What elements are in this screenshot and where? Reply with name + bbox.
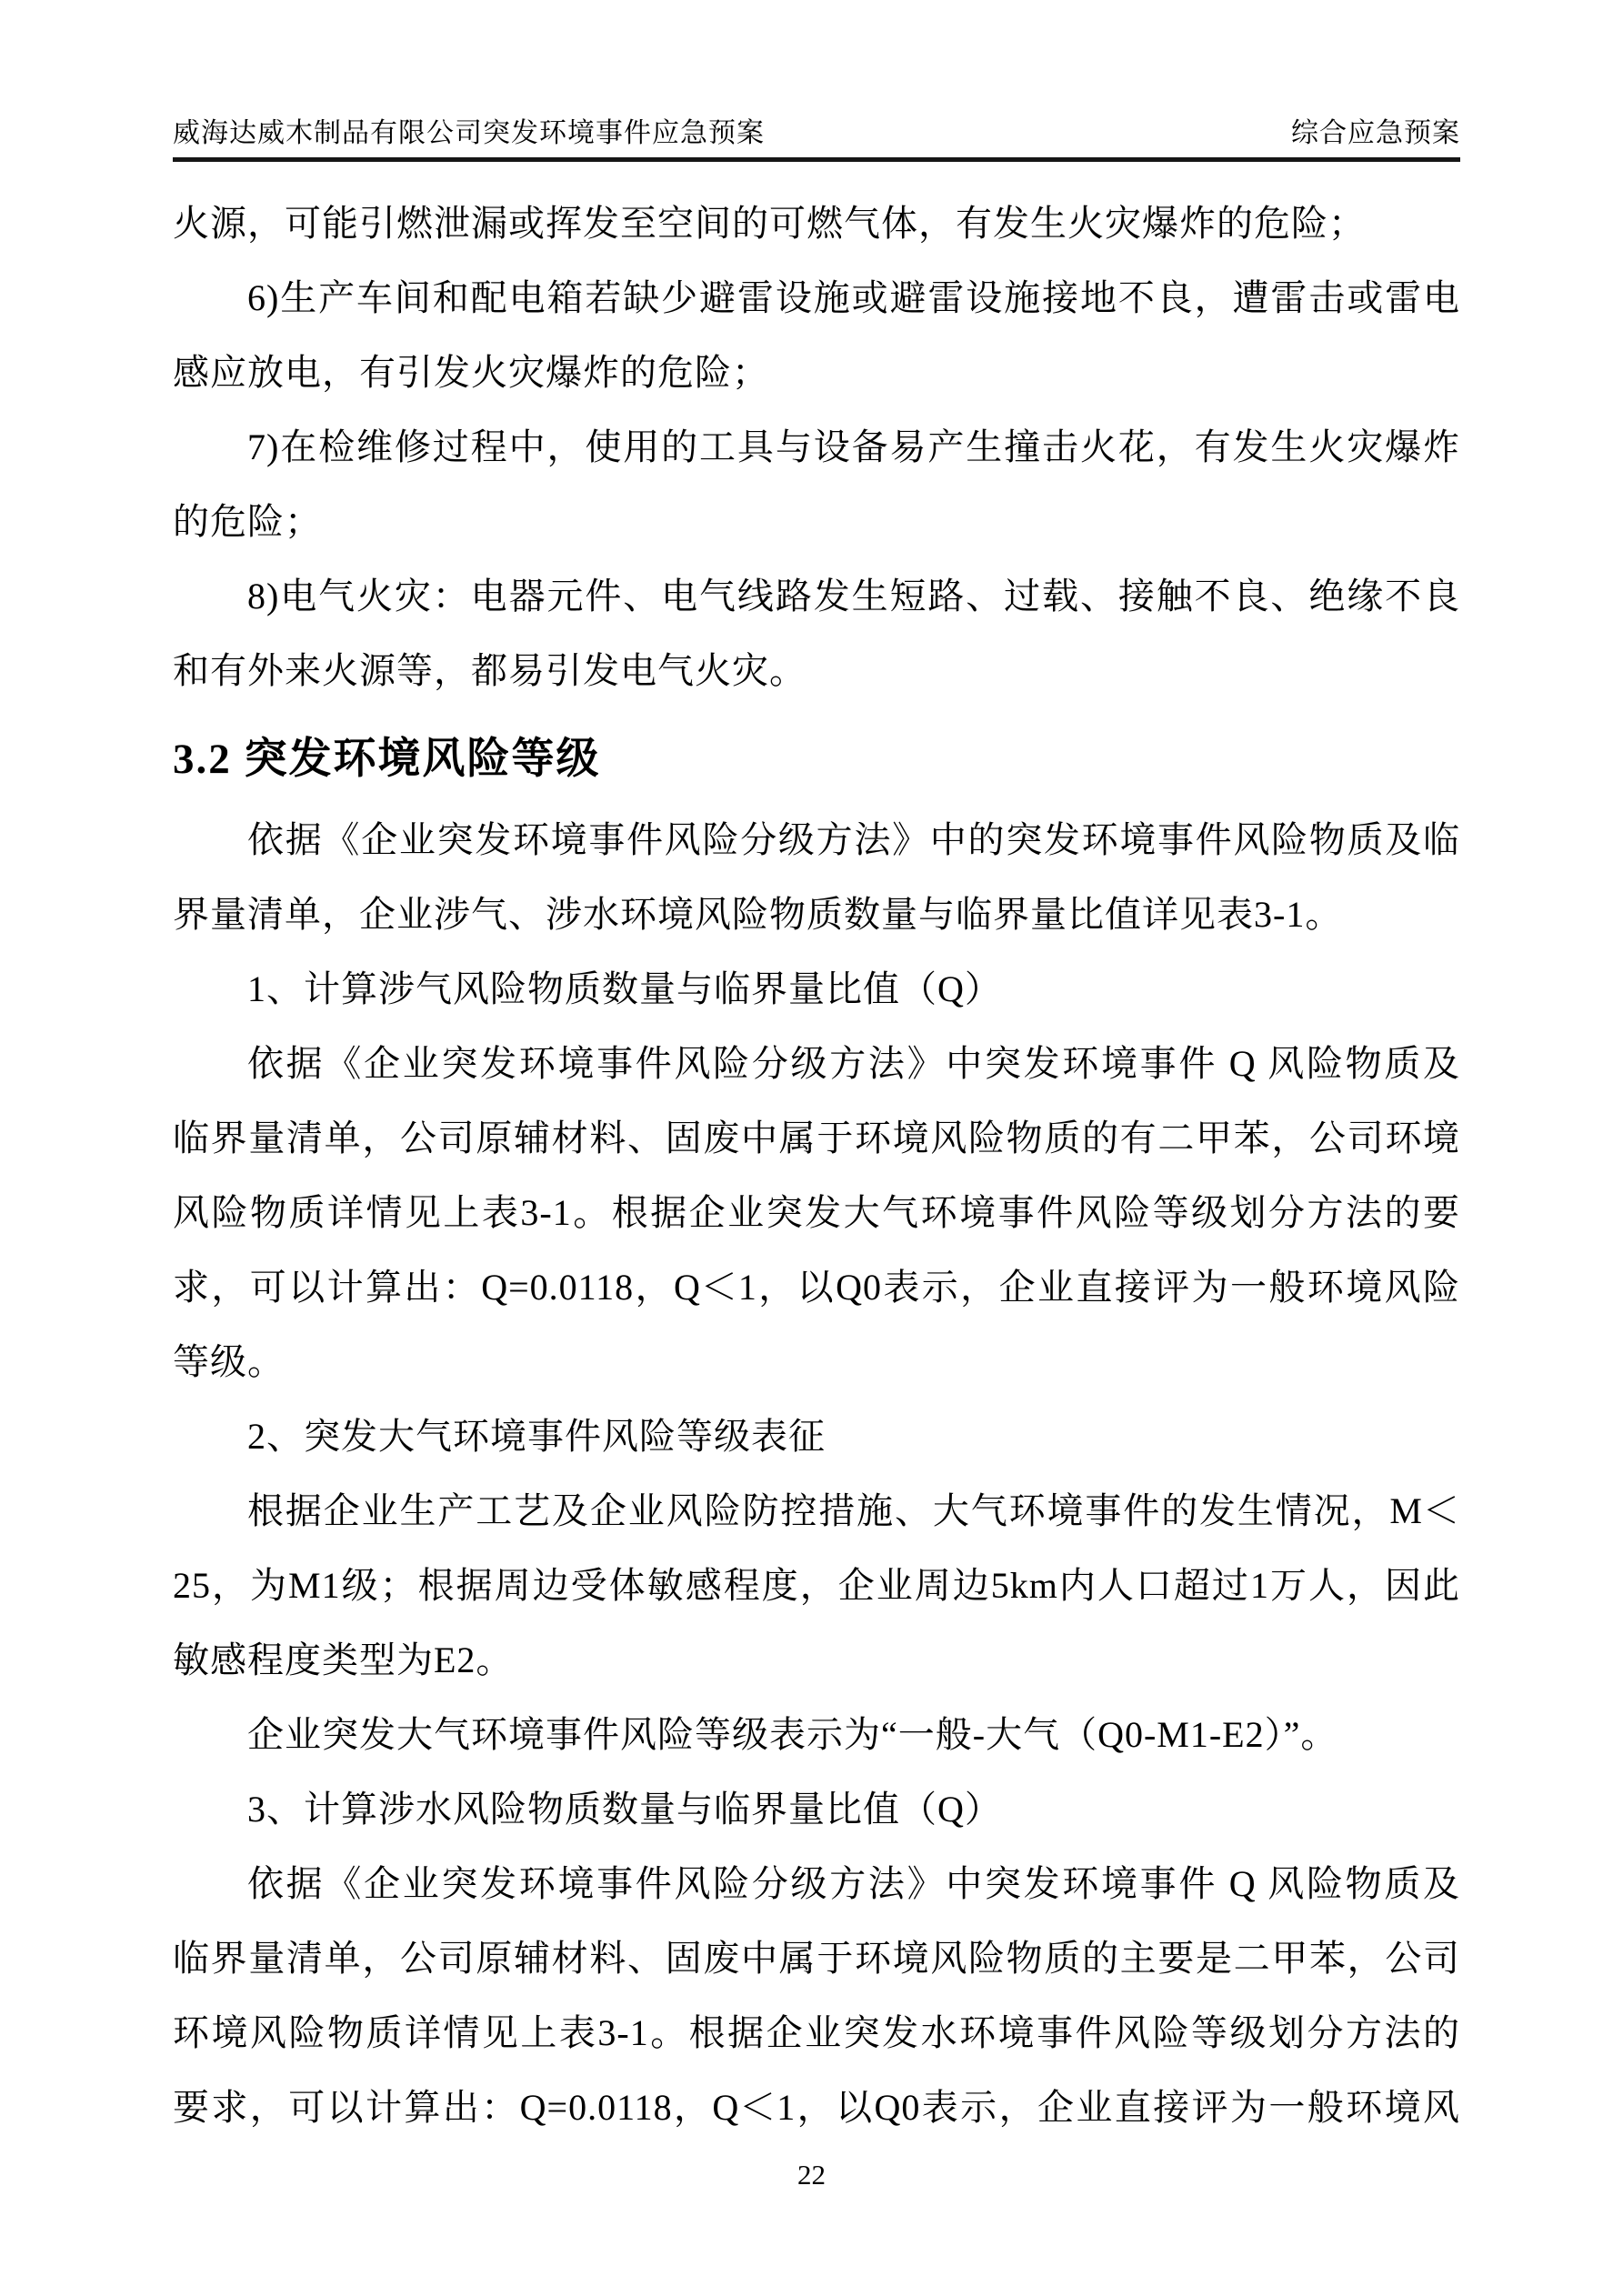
text-line: 1、计算涉气风险物质数量与临界量比值（Q） — [247, 968, 1002, 1009]
text-line: 根据企业生产工艺及企业风险防控措施、大气环境事件的发生情况，M＜ — [247, 1490, 1460, 1531]
text-line: 依据《企业突发环境事件风险分级方法》中突发环境事件 Q 风险物质及 — [247, 1863, 1460, 1904]
text-line: 求，可以计算出：Q=0.0118，Q＜1，以Q0表示，企业直接评为一般环境风险 — [173, 1267, 1460, 1308]
text-line: 6)生产车间和配电箱若缺少避雷设施或避雷设施接地不良，遭雷击或雷电 — [247, 277, 1460, 318]
text-line: 火源，可能引燃泄漏或挥发至空间的可燃气体，有发生火灾爆炸的危险； — [173, 203, 1366, 244]
text-line: 要求，可以计算出：Q=0.0118，Q＜1，以Q0表示，企业直接评为一般环境风 — [173, 2087, 1460, 2128]
page-header — [173, 118, 1460, 162]
section-heading: 3.2 突发环境风险等级 — [173, 736, 601, 783]
text-line: 企业突发大气环境事件风险等级表示为“一般-大气（Q0-M1-E2）”。 — [247, 1714, 1338, 1755]
text-line: 依据《企业突发环境事件风险分级方法》中的突发环境事件风险物质及临 — [247, 819, 1460, 860]
text-line: 敏感程度类型为E2。 — [173, 1639, 514, 1680]
page-number: 22 — [797, 2159, 826, 2191]
page-footer — [0, 2157, 1623, 2193]
text-line: 感应放电，有引发火灾爆炸的危险； — [173, 352, 769, 393]
text-line: 界量清单，企业涉气、涉水环境风险物质数量与临界量比值详见表3-1。 — [173, 894, 1343, 935]
text-line: 临界量清单，公司原辅材料、固废中属于环境风险物质的主要是二甲苯，公司 — [173, 1938, 1460, 1979]
text-line: 风险物质详情见上表3-1。根据企业突发大气环境事件风险等级划分方法的要 — [173, 1192, 1460, 1233]
text-line: 3、计算涉水风险物质数量与临界量比值（Q） — [247, 1789, 1002, 1830]
text-line: 7)在检维修过程中，使用的工具与设备易产生撞击火花，有发生火灾爆炸 — [247, 426, 1460, 467]
text-line: 和有外来火源等，都易引发电气火灾。 — [173, 650, 806, 691]
text-line: 的危险； — [173, 501, 322, 542]
header-right-title: 综合应急预案 — [1291, 118, 1460, 148]
text-line: 25，为M1级；根据周边受体敏感程度，企业周边5km内人口超过1万人，因此 — [173, 1565, 1460, 1606]
text-line: 依据《企业突发环境事件风险分级方法》中突发环境事件 Q 风险物质及 — [247, 1043, 1460, 1084]
text-line: 环境风险物质详情见上表3-1。根据企业突发水环境事件风险等级划分方法的 — [173, 2012, 1460, 2053]
text-line: 2、突发大气环境事件风险等级表征 — [247, 1416, 826, 1457]
document-body — [173, 186, 1460, 2145]
text-line: 等级。 — [173, 1341, 285, 1382]
text-line: 8)电气火灾：电器元件、电气线路发生短路、过载、接触不良、绝缘不良 — [247, 576, 1460, 617]
text-line: 临界量清单，公司原辅材料、固废中属于环境风险物质的有二甲苯，公司环境 — [173, 1118, 1460, 1158]
header-left-title: 威海达威木制品有限公司突发环境事件应急预案 — [173, 118, 765, 148]
